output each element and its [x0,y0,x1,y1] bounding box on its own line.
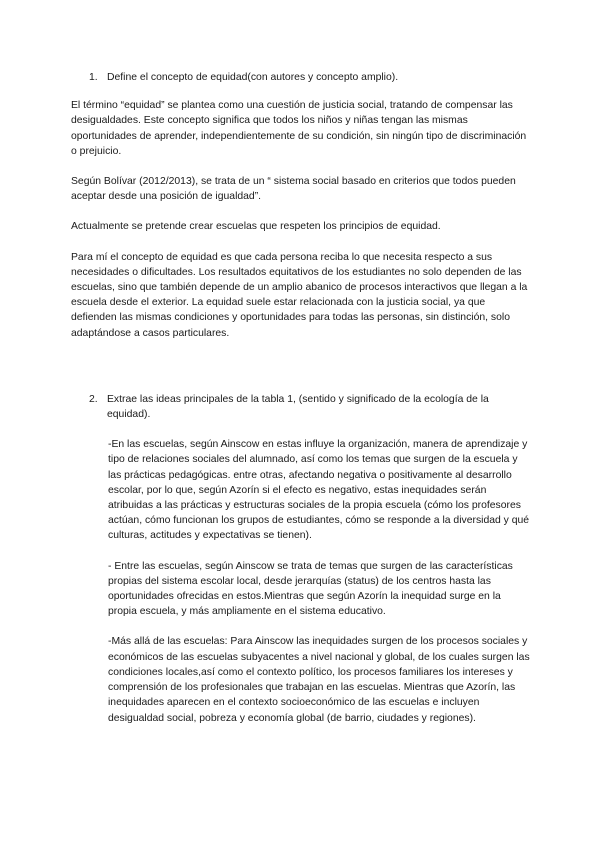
question-1-text: Define el concepto de equidad(con autores y concepto amplio). [107,72,399,83]
q2-paragraph-2: - Entre las escuelas, según Ainscow se trata de temas que surgen de las características propias del sistema escolar local, desde jerarquías (status) de los centros hasta las oportunidades ofrecidas en estos.Mientras que según Azorín la inequidad surge en la propia escuela, y más ampliamente en el sistema educativo. [108,560,513,618]
q1-paragraph-1: El término “equidad” se plantea como una cuestión de justicia social, tratando de compensar las desigualdades. Este concepto significa que todos los niños y niñas tengan las mismas oportunidades de aprender, independientemente de su condición, sin ningún tipo de discriminación o prejuicio. [71,100,527,157]
q2-paragraph-1: -En las escuelas, según Ainscow en estas influye la organización, manera de aprendizaje y tipo de relaciones sociales del alumnado, así como los temas que surgen de la escuela y las prácticas pedagógicas. entre otras, afectando negativa o positivamente al desarrollo escolar, por lo que, según Azorín si el efecto es negativo, estas inequidades serán atribuidas a las prácticas y estructuras sociales de la propia escuela (cómo los profesores actúan, cómo funcionan los grupos de estudiantes, cómo se responde a la diversidad y qué culturas, actitudes y expectativas se tienen). [108,439,530,542]
question-2-number: 2. [89,393,98,405]
q2-paragraph-3: -Más allá de las escuelas: Para Ainscow las inequidades surgen de los procesos sociales y económicos de las escuelas subyacentes a nivel nacional y global, de los cuales surgen las condiciones locales,así como el contexto político, los procesos familiares los intereses y comprensión de los profesionales que trabajan en las escuelas. Mientras que Azorín, las inequidades aparecen en el contexto socioeconómico de las escuelas e incluyen desigualdad social, pobreza y economía global (de barrio, ciudades y regiones). [108,636,530,724]
question-1-number: 1. [89,72,98,83]
q1-paragraph-4: Para mí el concepto de equidad es que cada persona reciba lo que necesita respecto a sus necesidades o dificultades. Los resultados equitativos de los estudiantes no solo dependen de las escuelas, sino que también depende de un amplio abanico de procesos interactivos que llegan a la escuela desde el exterior. La equidad suele estar relacionada con la justicia social, ya que defienden las mismas condiciones y oportunidades para todas las personas, sin distinción, solo adaptándose a casos particulares. [71,251,528,339]
question-2 [71,392,530,422]
q1-paragraph-3: Actualmente se pretende crear escuelas que respeten los principios de equidad. [71,221,441,233]
question-1 [71,70,530,85]
question-2-text: Extrae las ideas principales de la tabla 1, (sentido y significado de la ecología de la equidad). [107,393,489,421]
q1-paragraph-2: Según Bolívar (2012/2013), se trata de un “ sistema social basado en criterios que todos pueden aceptar desde una posición de igualdad”. [71,176,516,203]
